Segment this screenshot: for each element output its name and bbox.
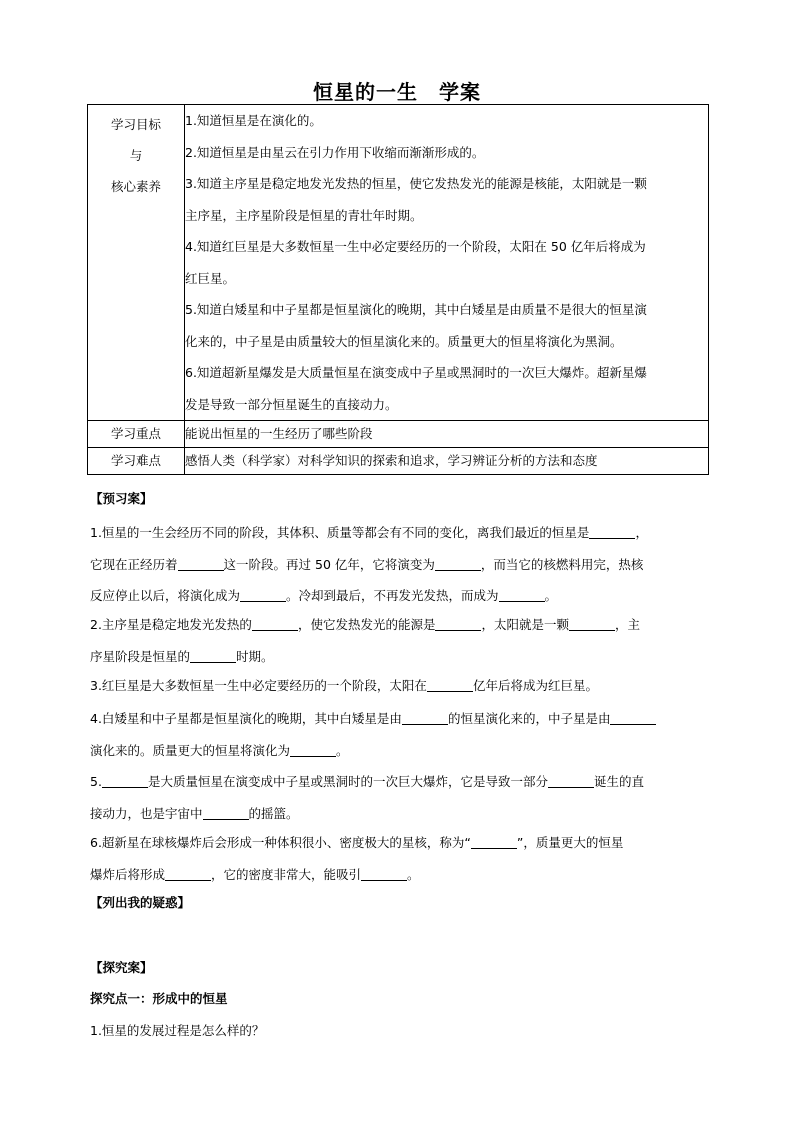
answer-blank[interactable]: [190, 648, 236, 663]
answer-blank[interactable]: [203, 805, 249, 820]
objective-line: 红巨星。: [185, 270, 236, 286]
answer-blank[interactable]: [435, 616, 481, 631]
key-point-label: 学习重点: [88, 421, 185, 448]
difficult-point-text: 感悟人类（科学家）对科学知识的探索和追求，学习辨证分析的方法和态度: [185, 448, 709, 475]
objectives-table: [87, 104, 709, 475]
objective-line: 发是导致一部分恒星诞生的直接动力。: [185, 396, 398, 412]
answer-blank[interactable]: [471, 834, 517, 849]
explore-question-1: 1.恒星的发展过程是怎么样的？: [90, 1023, 265, 1038]
objectives-label-cell: [88, 105, 185, 421]
objective-line: 3.知道主序星是稳定地发光发热的恒星，使它发热发光的能源是核能，太阳就是一颗: [185, 176, 647, 191]
preview-question-5: 5. 是大质量恒星在演变成中子星或黑洞时的一次巨大爆炸，它是导致一部分 诞生的直 接动力，也是宇宙中 的摇篮。: [90, 774, 644, 821]
answer-blank[interactable]: [240, 587, 286, 602]
objective-line: 主序星，主序星阶段是恒星的青壮年时期。: [185, 207, 423, 223]
answer-blank[interactable]: [548, 773, 594, 788]
objectives-label-line: 学习目标: [110, 117, 161, 132]
answer-blank[interactable]: [402, 710, 448, 725]
preview-question-1: 1.恒星的一生会经历不同的阶段，其体积、质量等都会有不同的变化，离我们最近的恒星是 ， 它现在正经历着 这一阶段。再过 50 亿年，它将演变为 ，而当它的核燃料用完，热核 反应停止以后，将演化成为 。冷却到最后，不再发光发热，而成为 。: [90, 525, 648, 603]
preview-question-3: 3.红巨星是大多数恒星一生中必定要经历的一个阶段，太阳在 亿年后将成为红巨星。: [90, 678, 598, 693]
objective-line: 4.知道红巨星是大多数恒星一生中必定要经历的一个阶段，太阳在 50 亿年后将成为: [185, 239, 646, 254]
answer-blank[interactable]: [610, 710, 656, 725]
answer-blank[interactable]: [569, 616, 615, 631]
objective-line: 6.知道超新星爆发是大质量恒星在演变成中子星或黑洞时的一次巨大爆炸。超新星爆: [185, 365, 647, 380]
answer-blank[interactable]: [165, 866, 211, 881]
objective-line: 5.知道白矮星和中子星都是恒星演化的晚期，其中白矮星是由质量不是很大的恒星演: [185, 302, 647, 317]
explore-heading: 【探究案】: [90, 960, 153, 975]
objectives-label-line: 与: [129, 148, 143, 163]
objective-line: 化来的，中子星是由质量较大的恒星演化来的。质量更大的恒星将演化为黑洞。: [185, 333, 623, 349]
objectives-content-cell: [185, 105, 709, 421]
objective-line: 1.知道恒星是在演化的。: [185, 113, 322, 128]
answer-blank[interactable]: [435, 556, 481, 571]
answer-blank[interactable]: [499, 587, 545, 602]
explore-point-1: 探究点一：形成中的恒星: [90, 991, 228, 1006]
doubts-heading: 【列出我的疑惑】: [90, 895, 191, 910]
page-title: 恒星的一生 学案: [313, 80, 481, 104]
preview-question-2: 2.主序星是稳定地发光发热的 ，使它发热发光的能源是 ，太阳就是一颗 ，主 序星阶段是恒星的 时期。: [90, 617, 640, 664]
answer-blank[interactable]: [427, 677, 473, 692]
preview-heading: 【预习案】: [90, 491, 153, 506]
objectives-label-line: 核心素养: [110, 179, 161, 194]
answer-blank[interactable]: [361, 866, 407, 881]
key-point-text: 能说出恒星的一生经历了哪些阶段: [185, 421, 709, 448]
difficult-point-label: 学习难点: [88, 448, 185, 475]
answer-blank[interactable]: [252, 616, 298, 631]
preview-question-6: 6.超新星在球核爆炸后会形成一种体积很小、密度极大的星核，称为“ ”，质量更大的恒星 爆炸后将形成 ，它的密度非常大，能吸引 。: [90, 835, 624, 882]
answer-blank[interactable]: [178, 556, 224, 571]
answer-blank[interactable]: [102, 773, 148, 788]
objective-line: 2.知道恒星是由星云在引力作用下收缩而渐渐形成的。: [185, 144, 485, 160]
answer-blank[interactable]: [290, 742, 336, 757]
preview-question-4: 4.白矮星和中子星都是恒星演化的晚期，其中白矮星是由 的恒星演化来的，中子星是由 演化来的。质量更大的恒星将演化为 。: [90, 703, 702, 766]
answer-blank[interactable]: [589, 524, 635, 539]
